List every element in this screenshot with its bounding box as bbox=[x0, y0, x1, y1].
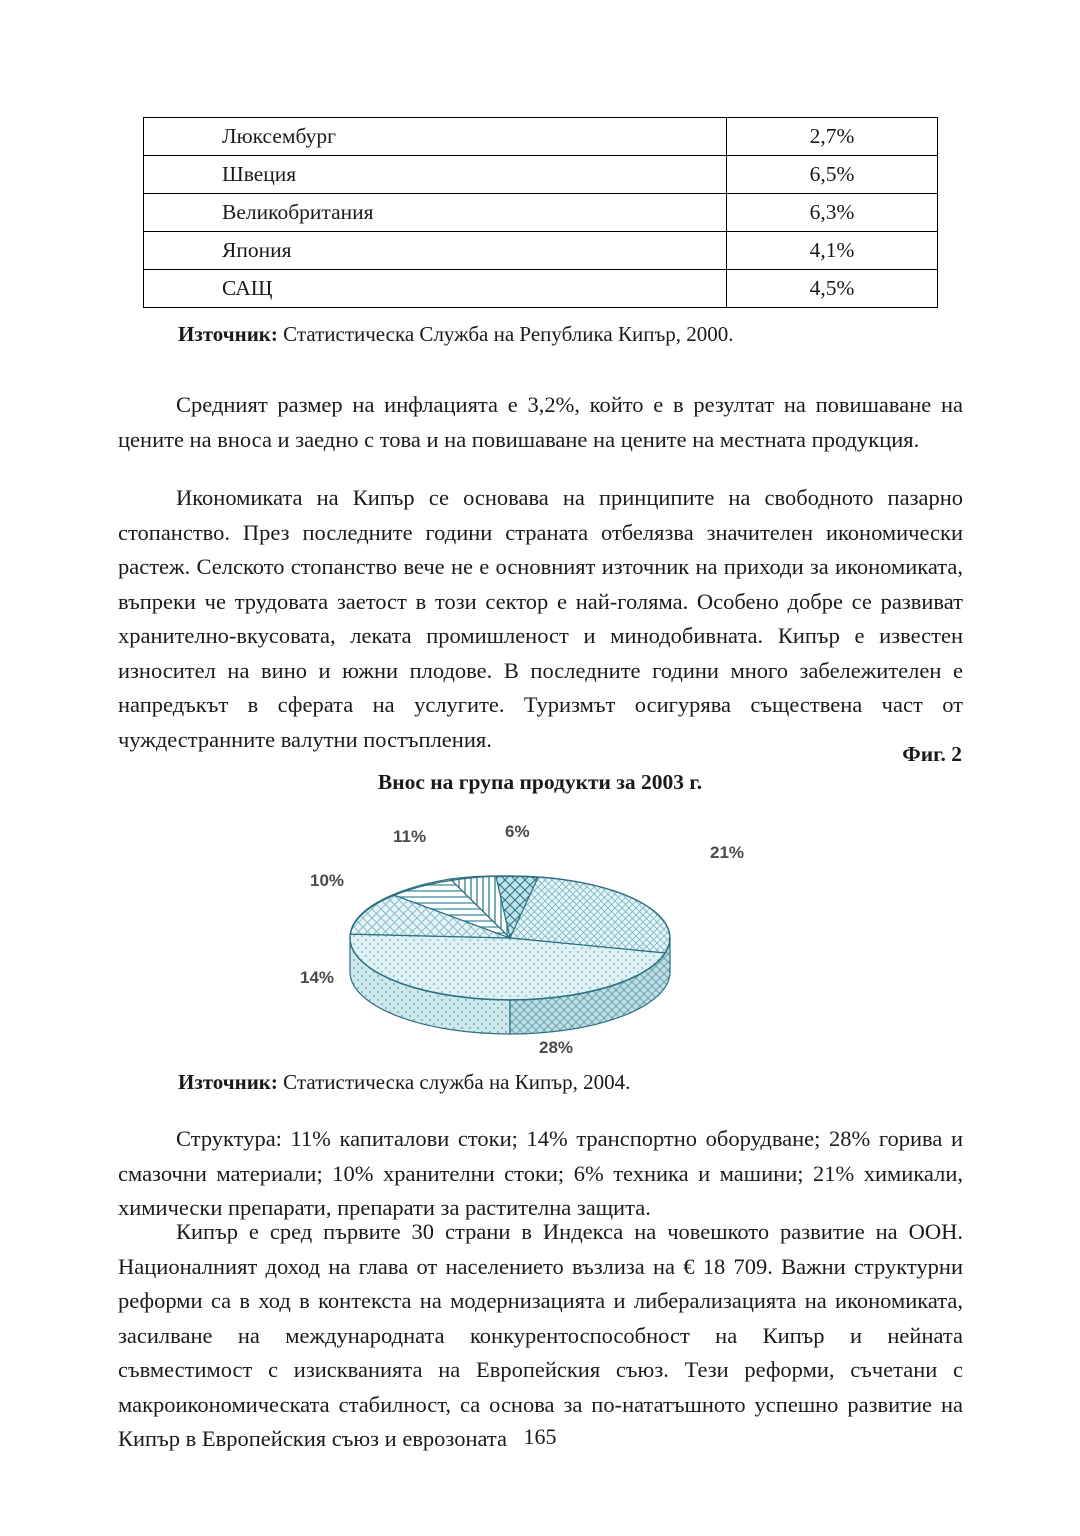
paragraph-hdi bbox=[118, 1215, 963, 1457]
paragraph-text: Средният размер на инфлацията е 3,2%, който е в резултат на повишаване на цените на вноса и заедно с това и на повишаване на цените на местната продукция. bbox=[118, 392, 963, 452]
page-number: 165 bbox=[523, 1424, 557, 1449]
pie-label-14: 14% bbox=[300, 968, 335, 987]
table-cell-country: Люксембург bbox=[144, 118, 727, 156]
figure-number: Фиг. 2 bbox=[902, 742, 962, 766]
source-text: Статистическа служба на Кипър, 2004. bbox=[277, 1070, 631, 1094]
source-line-1 bbox=[178, 322, 734, 347]
pie-label-11: 11% bbox=[393, 827, 427, 846]
pie-chart bbox=[300, 810, 800, 1060]
paragraph-text: Структура: 11% капиталови стоки; 14% транспортно оборудване; 28% горива и смазочни материали; 10% хранителни стоки; 6% техника и машини; 21% химикали, химически препарати, препарати за растителна защита. bbox=[118, 1126, 963, 1220]
source-text: Статистическа Служба на Република Кипър, 2000. bbox=[277, 322, 734, 346]
source-label: Източник: bbox=[178, 1070, 278, 1094]
table-row bbox=[144, 194, 938, 232]
table-row bbox=[144, 156, 938, 194]
pie-label-10: 10% bbox=[310, 871, 345, 890]
table-cell-value: 6,5% bbox=[727, 156, 938, 194]
pie-chart-svg bbox=[300, 810, 800, 1060]
source-label: Източник: bbox=[178, 322, 278, 346]
paragraph-inflation bbox=[118, 388, 963, 457]
paragraph-text: Икономиката на Кипър се основава на принципите на свободното пазарно стопанство. През последните години страната отбелязва значителен икономически растеж. Селското стопанство вече не е основният източник на приходи за икономиката, въпреки че трудовата заетост в този сектор е най-голяма. Особено добре се развиват хранително-вкусовата, леката промишленост и минодобивната. Кипър е известен износител на вино и южни плодове. В последните години много забележителен е напредъкът в сферата на услугите. Туризмът осигурява съществена част от чуждестранните валутни постъпления. bbox=[118, 485, 963, 752]
table-cell-country: Великобритания bbox=[144, 194, 727, 232]
pie-label-28: 28% bbox=[539, 1038, 574, 1057]
figure-title: Внос на група продукти за 2003 г. bbox=[377, 770, 703, 794]
table-row bbox=[144, 232, 938, 270]
paragraph-text: Кипър е сред първите 30 страни в Индекса на човешкото развитие на ООН. Националният доход на глава от населението възлиза на € 18 709. Важни структурни реформи са в ход в контекста на модернизацията и либерализацията на икономиката, засилване на международната конкурентоспособност на Кипър и нейната съвместимост с изискванията на Европейския съюз. Тези реформи, съчетани с макроикономическата стабилност, са основа за по-нататъшното успешно развитие на Кипър в Европейския съюз и еврозоната bbox=[118, 1219, 963, 1451]
table-cell-country: Швеция bbox=[144, 156, 727, 194]
inflation-table bbox=[143, 117, 938, 308]
table-cell-value: 4,1% bbox=[727, 232, 938, 270]
table-cell-country: САЩ bbox=[144, 270, 727, 308]
table-cell-value: 2,7% bbox=[727, 118, 938, 156]
pie-label-21: 21% bbox=[710, 843, 745, 862]
table-cell-value: 6,3% bbox=[727, 194, 938, 232]
table-cell-value: 4,5% bbox=[727, 270, 938, 308]
table-cell-country: Япония bbox=[144, 232, 727, 270]
source-line-2 bbox=[178, 1070, 630, 1095]
table-row bbox=[144, 118, 938, 156]
paragraph-economy bbox=[118, 481, 963, 757]
table-row bbox=[144, 270, 938, 308]
pie-label-6: 6% bbox=[505, 822, 530, 841]
paragraph-structure bbox=[118, 1122, 963, 1226]
